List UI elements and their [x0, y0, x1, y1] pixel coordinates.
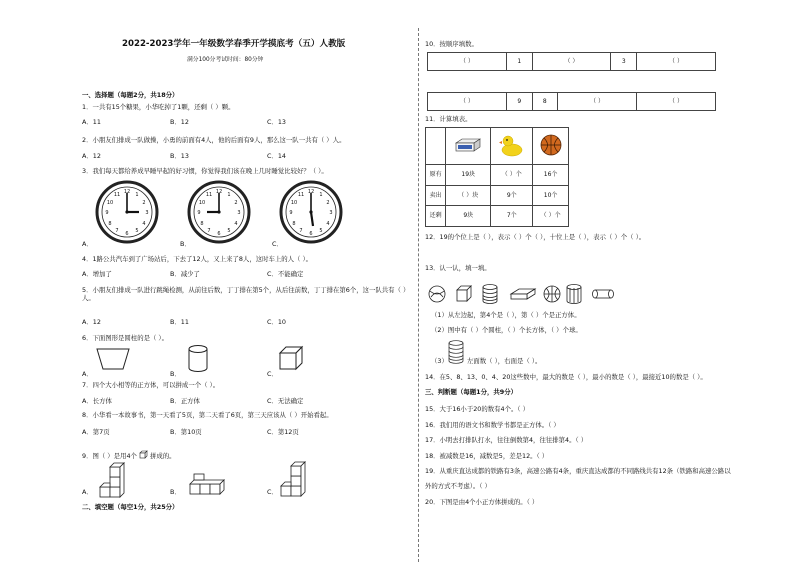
eraser-icon-cell	[446, 128, 491, 165]
cube-stack-a-icon	[96, 459, 126, 499]
question-8: 8．小华看一本故事书，第一天看了5页，第二天看了6页，第三天应该从（ ）开始看起。	[82, 411, 333, 419]
svg-text:7: 7	[299, 228, 303, 234]
svg-text:6: 6	[309, 231, 313, 237]
q9-option-a: A．	[82, 488, 93, 496]
svg-text:10: 10	[290, 200, 298, 206]
svg-text:8: 8	[200, 221, 204, 227]
question-13-3-prefix: （3）	[431, 357, 448, 365]
svg-text:2: 2	[326, 200, 330, 206]
q6-option-a: A．	[82, 370, 93, 378]
cube-stack-c-icon	[278, 460, 314, 498]
svg-text:8: 8	[108, 221, 112, 227]
seq2-cell[interactable]: （ ）	[637, 93, 716, 111]
q4-option-a: A．增加了	[82, 270, 112, 278]
q9-tail: 拼成的。	[150, 452, 176, 460]
table-cell: 7个	[491, 206, 533, 227]
svg-text:7: 7	[115, 228, 119, 234]
question-4: 4．1路公共汽车到了广场站后，下去了12人，又上来了8人，这时车上的人（ ）。	[82, 255, 313, 263]
q2-option-a: A．12	[82, 152, 101, 160]
seq2-cell: 8	[532, 93, 558, 111]
q1-option-c: C．13	[267, 118, 286, 126]
svg-text:5: 5	[135, 228, 139, 234]
seq1-cell: 3	[611, 53, 637, 71]
section-fill-heading: 二、填空题（每空1分，共25分）	[82, 503, 179, 511]
svg-text:3: 3	[145, 210, 149, 216]
svg-text:10: 10	[198, 200, 206, 206]
svg-text:4: 4	[326, 221, 330, 227]
q5-option-b: B．11	[170, 318, 189, 326]
svg-text:11: 11	[113, 192, 121, 198]
row-label-remaining: 还剩	[426, 206, 446, 227]
svg-text:7: 7	[207, 228, 211, 234]
q9-option-c: C．	[267, 488, 278, 496]
svg-text:11: 11	[205, 192, 213, 198]
svg-text:1: 1	[135, 192, 139, 198]
q9-option-b: B．	[170, 488, 181, 496]
svg-text:2: 2	[142, 200, 146, 206]
svg-text:1: 1	[319, 192, 323, 198]
q7-option-a: A．长方体	[82, 397, 112, 405]
question-11: 11．计算填表。	[425, 115, 472, 123]
q5-option-a: A．12	[82, 318, 101, 326]
q2-option-b: B．13	[170, 152, 189, 160]
small-cube-icon	[139, 450, 148, 459]
calc-table-corner	[426, 128, 446, 165]
table-cell: 9个	[491, 185, 533, 206]
seq2-cell[interactable]: （ ）	[558, 93, 637, 111]
q2-option-c: C．14	[267, 152, 286, 160]
q4-option-b: B．减少了	[170, 270, 200, 278]
page-title: 2022-2023学年一年级数学春季开学摸底考（五）人教版	[122, 39, 346, 49]
eraser-icon	[454, 138, 482, 152]
section-choice-heading: 一、选择题（每题2分，共18分）	[82, 91, 179, 99]
svg-text:2: 2	[234, 200, 238, 206]
trapezoid-shape-icon	[96, 347, 130, 371]
svg-text:12: 12	[307, 189, 315, 195]
seq1-cell[interactable]: （ ）	[532, 53, 611, 71]
table-cell[interactable]: （ ）个	[491, 165, 533, 186]
seq2-cell[interactable]: （ ）	[428, 93, 507, 111]
svg-text:6: 6	[217, 231, 221, 237]
seq1-cell[interactable]: （ ）	[637, 53, 716, 71]
q7-option-c: C．无法确定	[267, 397, 304, 405]
table-cell: 9块	[446, 206, 491, 227]
svg-text:1: 1	[227, 192, 231, 198]
question-16: 16．我们用的语文书和数学书都是正方体。（ ）	[425, 421, 560, 429]
solids-row-icon	[427, 283, 617, 305]
svg-text:9: 9	[289, 210, 293, 216]
svg-text:9: 9	[105, 210, 109, 216]
q8-option-a: A．第7页	[82, 428, 110, 436]
cube-shape-icon	[278, 345, 304, 371]
svg-text:3: 3	[237, 210, 241, 216]
question-2: 2．小朋友们排成一队做操，小勇的前面有4人，他的后面有9人，那么这一队一共有（ ）人。	[82, 136, 346, 144]
q8-option-c: C．第12页	[267, 428, 299, 436]
question-1: 1．一共有15个糖果，小华吃掉了1颗，还剩（ ）颗。	[82, 103, 235, 111]
q6-option-b: B．	[170, 370, 181, 378]
question-18: 18．被减数是16，减数是5，差是12。（ ）	[425, 452, 549, 460]
svg-text:6: 6	[125, 231, 129, 237]
clock-a-icon	[95, 180, 159, 244]
q8-option-b: B．第10页	[170, 428, 202, 436]
svg-text:11: 11	[297, 192, 305, 198]
question-20: 20．下图是由4个小正方体拼成的。（ ）	[425, 498, 539, 506]
row-label-sold: 卖出	[426, 185, 446, 206]
calc-table	[425, 127, 569, 227]
svg-text:5: 5	[227, 228, 231, 234]
coin-stack-icon	[447, 340, 465, 364]
clock-b-icon	[187, 180, 251, 244]
question-19-line1: 19．从重庆直达成都的铁路有3条，高速公路有4条，重庆直达成都的不同路线共有12条（铁路和高速公路以	[425, 467, 731, 475]
q4-option-c: C．不能确定	[267, 270, 304, 278]
svg-text:12: 12	[215, 189, 223, 195]
row-label-original: 原有	[426, 165, 446, 186]
svg-text:8: 8	[292, 221, 296, 227]
clock-c-icon	[279, 180, 343, 244]
svg-text:10: 10	[106, 200, 114, 206]
q6-option-c: C．	[267, 370, 278, 378]
question-13-1: （1）从左边起，第4个是（ ），第（ ）个是正方体。	[431, 311, 581, 319]
table-cell: 16个	[533, 165, 569, 186]
q5-option-c: C．10	[267, 318, 286, 326]
svg-text:4: 4	[234, 221, 238, 227]
sequence-table-1	[427, 52, 716, 71]
question-13-3: 左面数（ ），右面是（ ）。	[467, 357, 542, 365]
page-subtitle: 满分100分考试时间：80分钟	[187, 57, 264, 63]
basketball-icon	[540, 134, 562, 156]
svg-text:5: 5	[319, 228, 323, 234]
seq1-cell[interactable]: （ ）	[428, 53, 507, 71]
table-cell: 19块	[446, 165, 491, 186]
svg-text:9: 9	[197, 210, 201, 216]
question-6: 6．下面图形是圆柱的是（ ）。	[82, 334, 168, 342]
q9-text: 9．图（ ）是用4个	[82, 452, 137, 460]
q3-option-b: B．	[180, 240, 191, 248]
q7-option-b: B．正方体	[170, 397, 200, 405]
column-divider	[418, 28, 419, 562]
basketball-icon-cell	[533, 128, 569, 165]
seq1-cell: 1	[506, 53, 532, 71]
svg-text:12: 12	[123, 189, 131, 195]
question-19-line2: 外的方式不考虑）。（ ）	[425, 482, 491, 490]
table-cell[interactable]: （ ）个	[533, 206, 569, 227]
cube-stack-b-icon	[187, 472, 231, 498]
sequence-table-2	[427, 92, 716, 111]
section-judge-heading: 三、判断题（每题1分，共9分）	[425, 388, 517, 396]
question-14: 14．在5、8、13、0、4、20这些数中，最大的数是（ ），最小的数是（ ），最接近10的数是（ ）。	[425, 373, 707, 381]
q3-option-a: A．	[82, 240, 93, 248]
q1-option-a: A．11	[82, 118, 101, 126]
question-15: 15．大于16小于20的数有4个。（ ）	[425, 405, 529, 413]
question-13: 13．认一认，填一填。	[425, 264, 491, 272]
table-cell[interactable]: （ ）块	[446, 185, 491, 206]
question-12: 12．19的个位上是（ ），表示（ ）个（ ），十位上是（ ），表示（ ）个（ ）。	[425, 233, 646, 241]
question-3: 3．我们每天都给养成早睡早起的好习惯，你觉得我们该在晚上几时睡觉比较好？（ ）。	[82, 167, 328, 175]
table-cell: 10个	[533, 185, 569, 206]
seq2-cell: 9	[506, 93, 532, 111]
q3-option-c: C．	[272, 240, 283, 248]
duck-icon-cell	[491, 128, 533, 165]
question-13-2: （2）图中有（ ）个圆柱，（ ）个长方体，（ ）个球。	[431, 326, 582, 334]
svg-text:4: 4	[142, 221, 146, 227]
question-7: 7．四个大小相等的正方体，可以拼成一个（ ）。	[82, 381, 220, 389]
q1-option-b: B．12	[170, 118, 189, 126]
question-10: 10．按顺序填数。	[425, 40, 478, 48]
question-5: 5．小朋友们排成一队进行跳绳检测，从前往后数，丁丁排在第5个，从后往前数，丁丁排在第6个，这一队共有（ ）人。	[82, 286, 410, 302]
duck-icon	[499, 133, 525, 157]
cylinder-shape-icon	[187, 344, 209, 374]
question-17: 17．小明去打排队打水，往往倒数第4，往往排第4。（ ）	[425, 436, 588, 444]
svg-text:3: 3	[329, 210, 333, 216]
